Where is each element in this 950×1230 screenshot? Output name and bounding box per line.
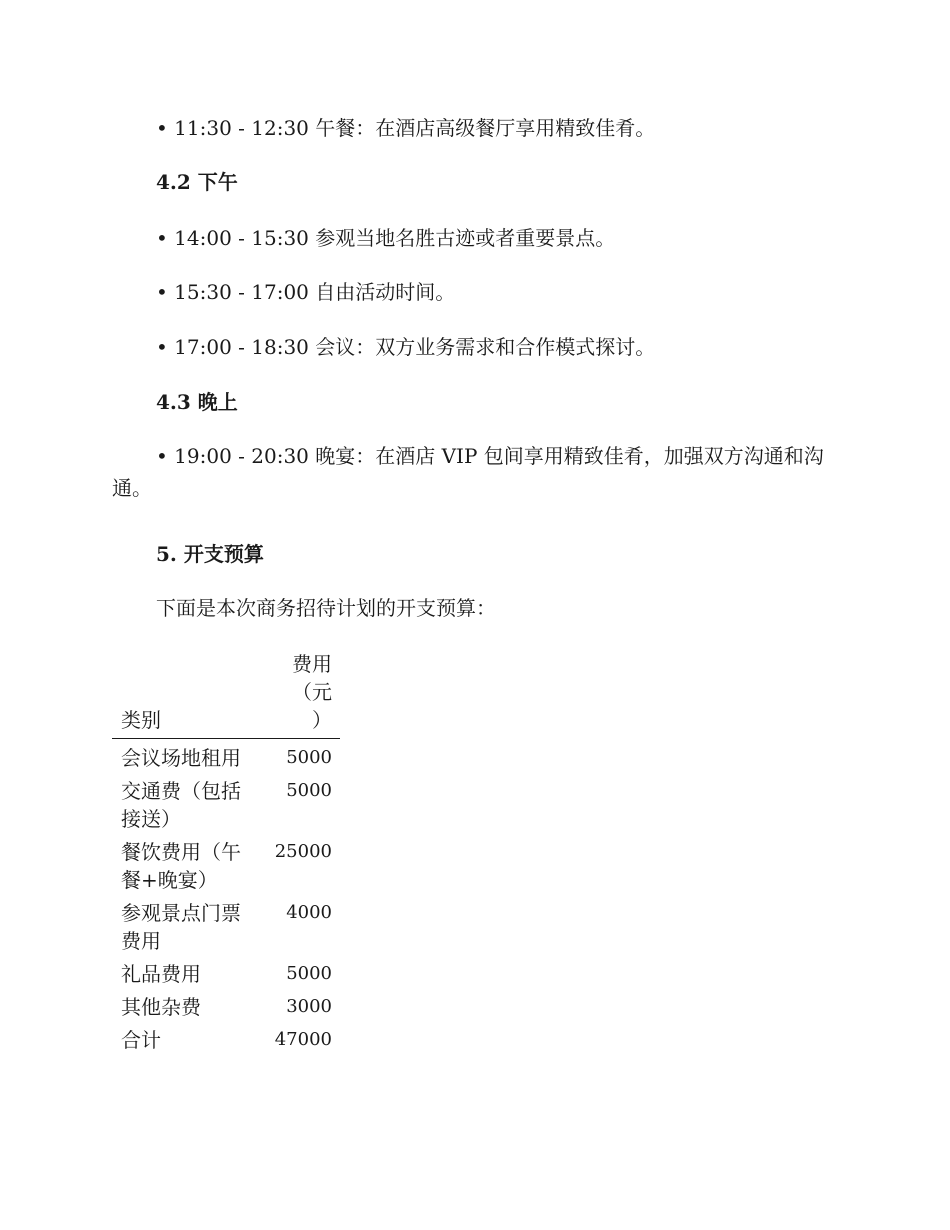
schedule-item-lunch: • 11:30 - 12:30 午餐：在酒店高级餐厅享用精致佳肴。 [156,116,656,140]
header-cost-line: ） [312,708,332,732]
row-cost: 5000 [286,780,332,801]
table-row-total [112,1026,340,1054]
row-category: 合计 [121,1028,161,1052]
row-category: 参观景点门票费用 [121,901,241,953]
row-cost: 3000 [286,996,332,1017]
schedule-item-dinner: • 19:00 - 20:30 晚宴：在酒店 VIP 包间享用精致佳肴，加强双方沟通和沟通。 [112,444,824,500]
row-category: 会议场地租用 [121,746,241,770]
header-cost [260,650,340,734]
header-cost-line: （元 [292,680,332,704]
schedule-item-free-time: • 15:30 - 17:00 自由活动时间。 [156,280,456,304]
section-heading-afternoon: 4.2 下午 [156,170,238,194]
schedule-item-meeting: • 17:00 - 18:30 会议：双方业务需求和合作模式探讨。 [156,335,656,359]
section-heading-budget: 5. 开支预算 [156,542,264,566]
table-row [112,838,340,894]
row-cost: 5000 [286,747,332,768]
row-category: 其他杂费 [121,995,201,1019]
row-cost: 25000 [274,841,332,862]
table-row [112,744,340,772]
row-category: 交通费（包括接送） [121,779,241,831]
budget-intro: 下面是本次商务招待计划的开支预算： [156,596,496,620]
table-row [112,899,340,955]
table-row [112,960,340,988]
row-category: 餐饮费用（午餐+晚宴） [121,840,241,892]
schedule-item-sightseeing: • 14:00 - 15:30 参观当地名胜古迹或者重要景点。 [156,226,616,250]
header-category: 类别 [121,708,161,732]
row-cost: 4000 [286,902,332,923]
table-row [112,993,340,1021]
row-cost: 5000 [286,963,332,984]
header-cost-line: 费用 [292,652,332,676]
row-cost: 47000 [274,1029,332,1050]
row-category: 礼品费用 [121,962,201,986]
table-header-row [112,650,340,739]
section-heading-evening: 4.3 晚上 [156,390,238,414]
table-row [112,777,340,833]
budget-table [112,650,340,1054]
